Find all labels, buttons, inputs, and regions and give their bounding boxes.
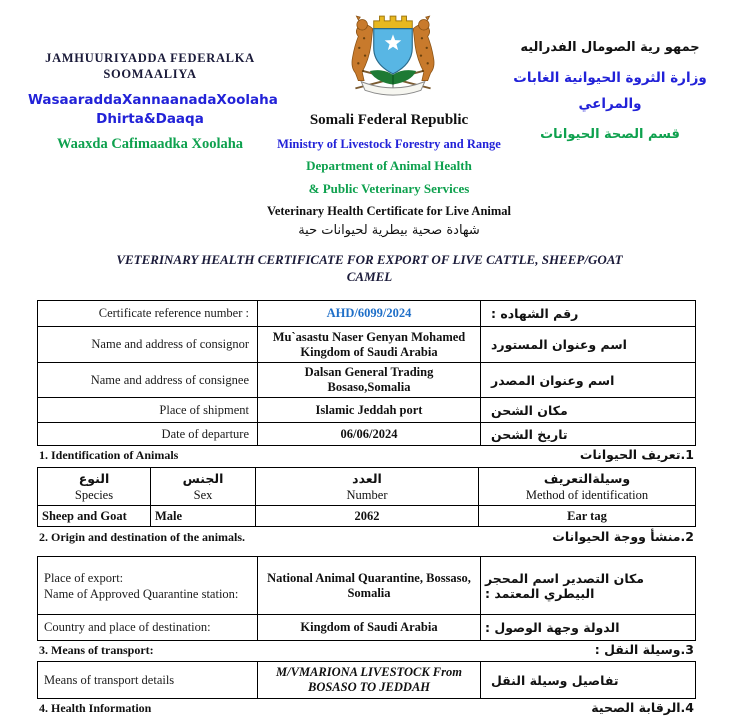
method-header: وسيلةالتعريف Method of identification xyxy=(479,468,696,506)
section-2-heading xyxy=(37,529,695,546)
export-place-value: National Animal Quarantine, Bossaso, Somalia xyxy=(258,557,481,615)
table-row xyxy=(38,557,696,615)
section-1-title-ar: 1.تعريف الحيوانات xyxy=(579,447,694,462)
departure-date-value: 06/06/2024 xyxy=(258,423,481,446)
department-name-english-line1: Department of Animal Health xyxy=(306,158,472,173)
department-name-somali: Waaxda Cafimaadka Xoolaha xyxy=(56,136,244,152)
shipment-place-label: Place of shipment xyxy=(38,398,258,423)
table-header-row xyxy=(38,468,696,506)
transport-details-label: Means of transport details xyxy=(38,662,258,699)
consignee-label: Name and address of consignee xyxy=(38,363,258,398)
document-title xyxy=(0,251,739,285)
transport-table xyxy=(37,661,696,699)
species-value: Sheep and Goat xyxy=(38,506,151,527)
republic-name-english: Somali Federal Republic xyxy=(309,112,469,128)
shipment-place-label-arabic: مكان الشحن xyxy=(481,398,696,423)
destination-label: Country and place of destination: xyxy=(38,615,258,641)
consignee-label-arabic: اسم وعنوان المصدر xyxy=(481,363,696,398)
ministry-name-arabic-line2: والمراعي xyxy=(578,96,642,112)
table-row xyxy=(38,662,696,699)
ministry-name-english: Ministry of Livestock Forestry and Range xyxy=(277,137,501,151)
header-somali-block xyxy=(28,50,278,153)
section-3-title-en: 3. Means of transport: xyxy=(39,643,154,657)
transport-details-value: M/VMARIONA LIVESTOCK From BOSASO TO JEDDAH xyxy=(258,662,481,699)
export-place-label: Place of export: Name of Approved Quarantine station: xyxy=(38,557,258,615)
destination-label-arabic: الدولة وجهة الوصول : xyxy=(481,615,696,641)
ministry-name-arabic-line1: وزارة الثروة الحيوانية الغابات xyxy=(513,70,707,86)
cert-ref-value: AHD/6099/2024 xyxy=(258,301,481,327)
document-title-line1: VETERINARY HEALTH CERTIFICATE FOR EXPORT OF LIVE CATTLE, SHEEP/GOAT xyxy=(116,252,623,267)
consignor-label-arabic: اسم وعنوان المستورد xyxy=(481,327,696,363)
table-row xyxy=(38,363,696,398)
header-center-block xyxy=(238,112,540,238)
department-name-arabic: قسم الصحة الحيوانات xyxy=(540,127,680,142)
consignor-label: Name and address of consignor xyxy=(38,327,258,363)
certificate-subtitle-english: Veterinary Health Certificate for Live Animal xyxy=(266,204,512,218)
cert-ref-label: Certificate reference number : xyxy=(38,301,258,327)
number-value: 2062 xyxy=(256,506,479,527)
table-row xyxy=(38,301,696,327)
table-row xyxy=(38,327,696,363)
department-name-english-line2: & Public Veterinary Services xyxy=(308,181,470,196)
republic-name-somali-line2: SOOMAALIYA xyxy=(103,67,197,81)
certificate-subtitle-arabic: شهادة صحية بيطرية لحيوانات حية xyxy=(298,223,480,238)
cert-ref-label-arabic: رقم الشهاده : xyxy=(481,301,696,327)
republic-name-somali xyxy=(28,50,272,82)
section-4-title-ar: 4.الرقابة الصحية xyxy=(591,700,694,715)
section-2-title-ar: 2.منشأ ووجة الحيوانات xyxy=(552,529,694,544)
somalia-coat-of-arms-icon xyxy=(340,10,446,112)
shipment-place-value: Islamic Jeddah port xyxy=(258,398,481,423)
section-4-title-en: 4. Health Information xyxy=(39,701,152,715)
republic-name-somali-line1: JAMHUURIYADDA FEDERALKA xyxy=(45,51,255,65)
table-row xyxy=(38,506,696,527)
certificate-info-table xyxy=(37,300,696,446)
sex-header: الجنس Sex xyxy=(151,468,256,506)
certificate-body xyxy=(37,300,695,717)
section-1-heading xyxy=(37,447,695,464)
section-4-heading xyxy=(37,700,695,717)
export-place-label-arabic: مكان التصدير اسم المحجر البيطري المعتمد : xyxy=(481,557,696,615)
consignee-value: Dalsan General Trading Bosaso,Somalia xyxy=(258,363,481,398)
table-row xyxy=(38,423,696,446)
origin-destination-table xyxy=(37,556,696,641)
transport-details-label-arabic: تفاصيل وسيلة النقل xyxy=(481,662,696,699)
departure-date-label-arabic: تاريخ الشحن xyxy=(481,423,696,446)
destination-value: Kingdom of Saudi Arabia xyxy=(258,615,481,641)
number-header: العدد Number xyxy=(256,468,479,506)
method-value: Ear tag xyxy=(479,506,696,527)
animal-identification-table xyxy=(37,467,696,527)
section-3-title-ar: 3.وسيلة النقل : xyxy=(594,642,694,657)
consignor-value: Mu`asastu Naser Genyan Mohamed Kingdom of Saudi Arabia xyxy=(258,327,481,363)
section-2-title-en: 2. Origin and destination of the animals. xyxy=(39,530,246,544)
republic-name-arabic: جمهو رية الصومال الفدراليه xyxy=(520,40,700,55)
section-3-heading xyxy=(37,642,695,659)
table-row xyxy=(38,615,696,641)
sex-value: Male xyxy=(151,506,256,527)
departure-date-label: Date of departure xyxy=(38,423,258,446)
species-header: النوع Species xyxy=(38,468,151,506)
document-title-line2: CAMEL xyxy=(346,269,393,284)
ministry-name-somali: WasaaraddaXannaanadaXoolaha Dhirta&Daaqa xyxy=(28,92,278,127)
table-row xyxy=(38,398,696,423)
section-1-title-en: 1. Identification of Animals xyxy=(39,448,179,462)
